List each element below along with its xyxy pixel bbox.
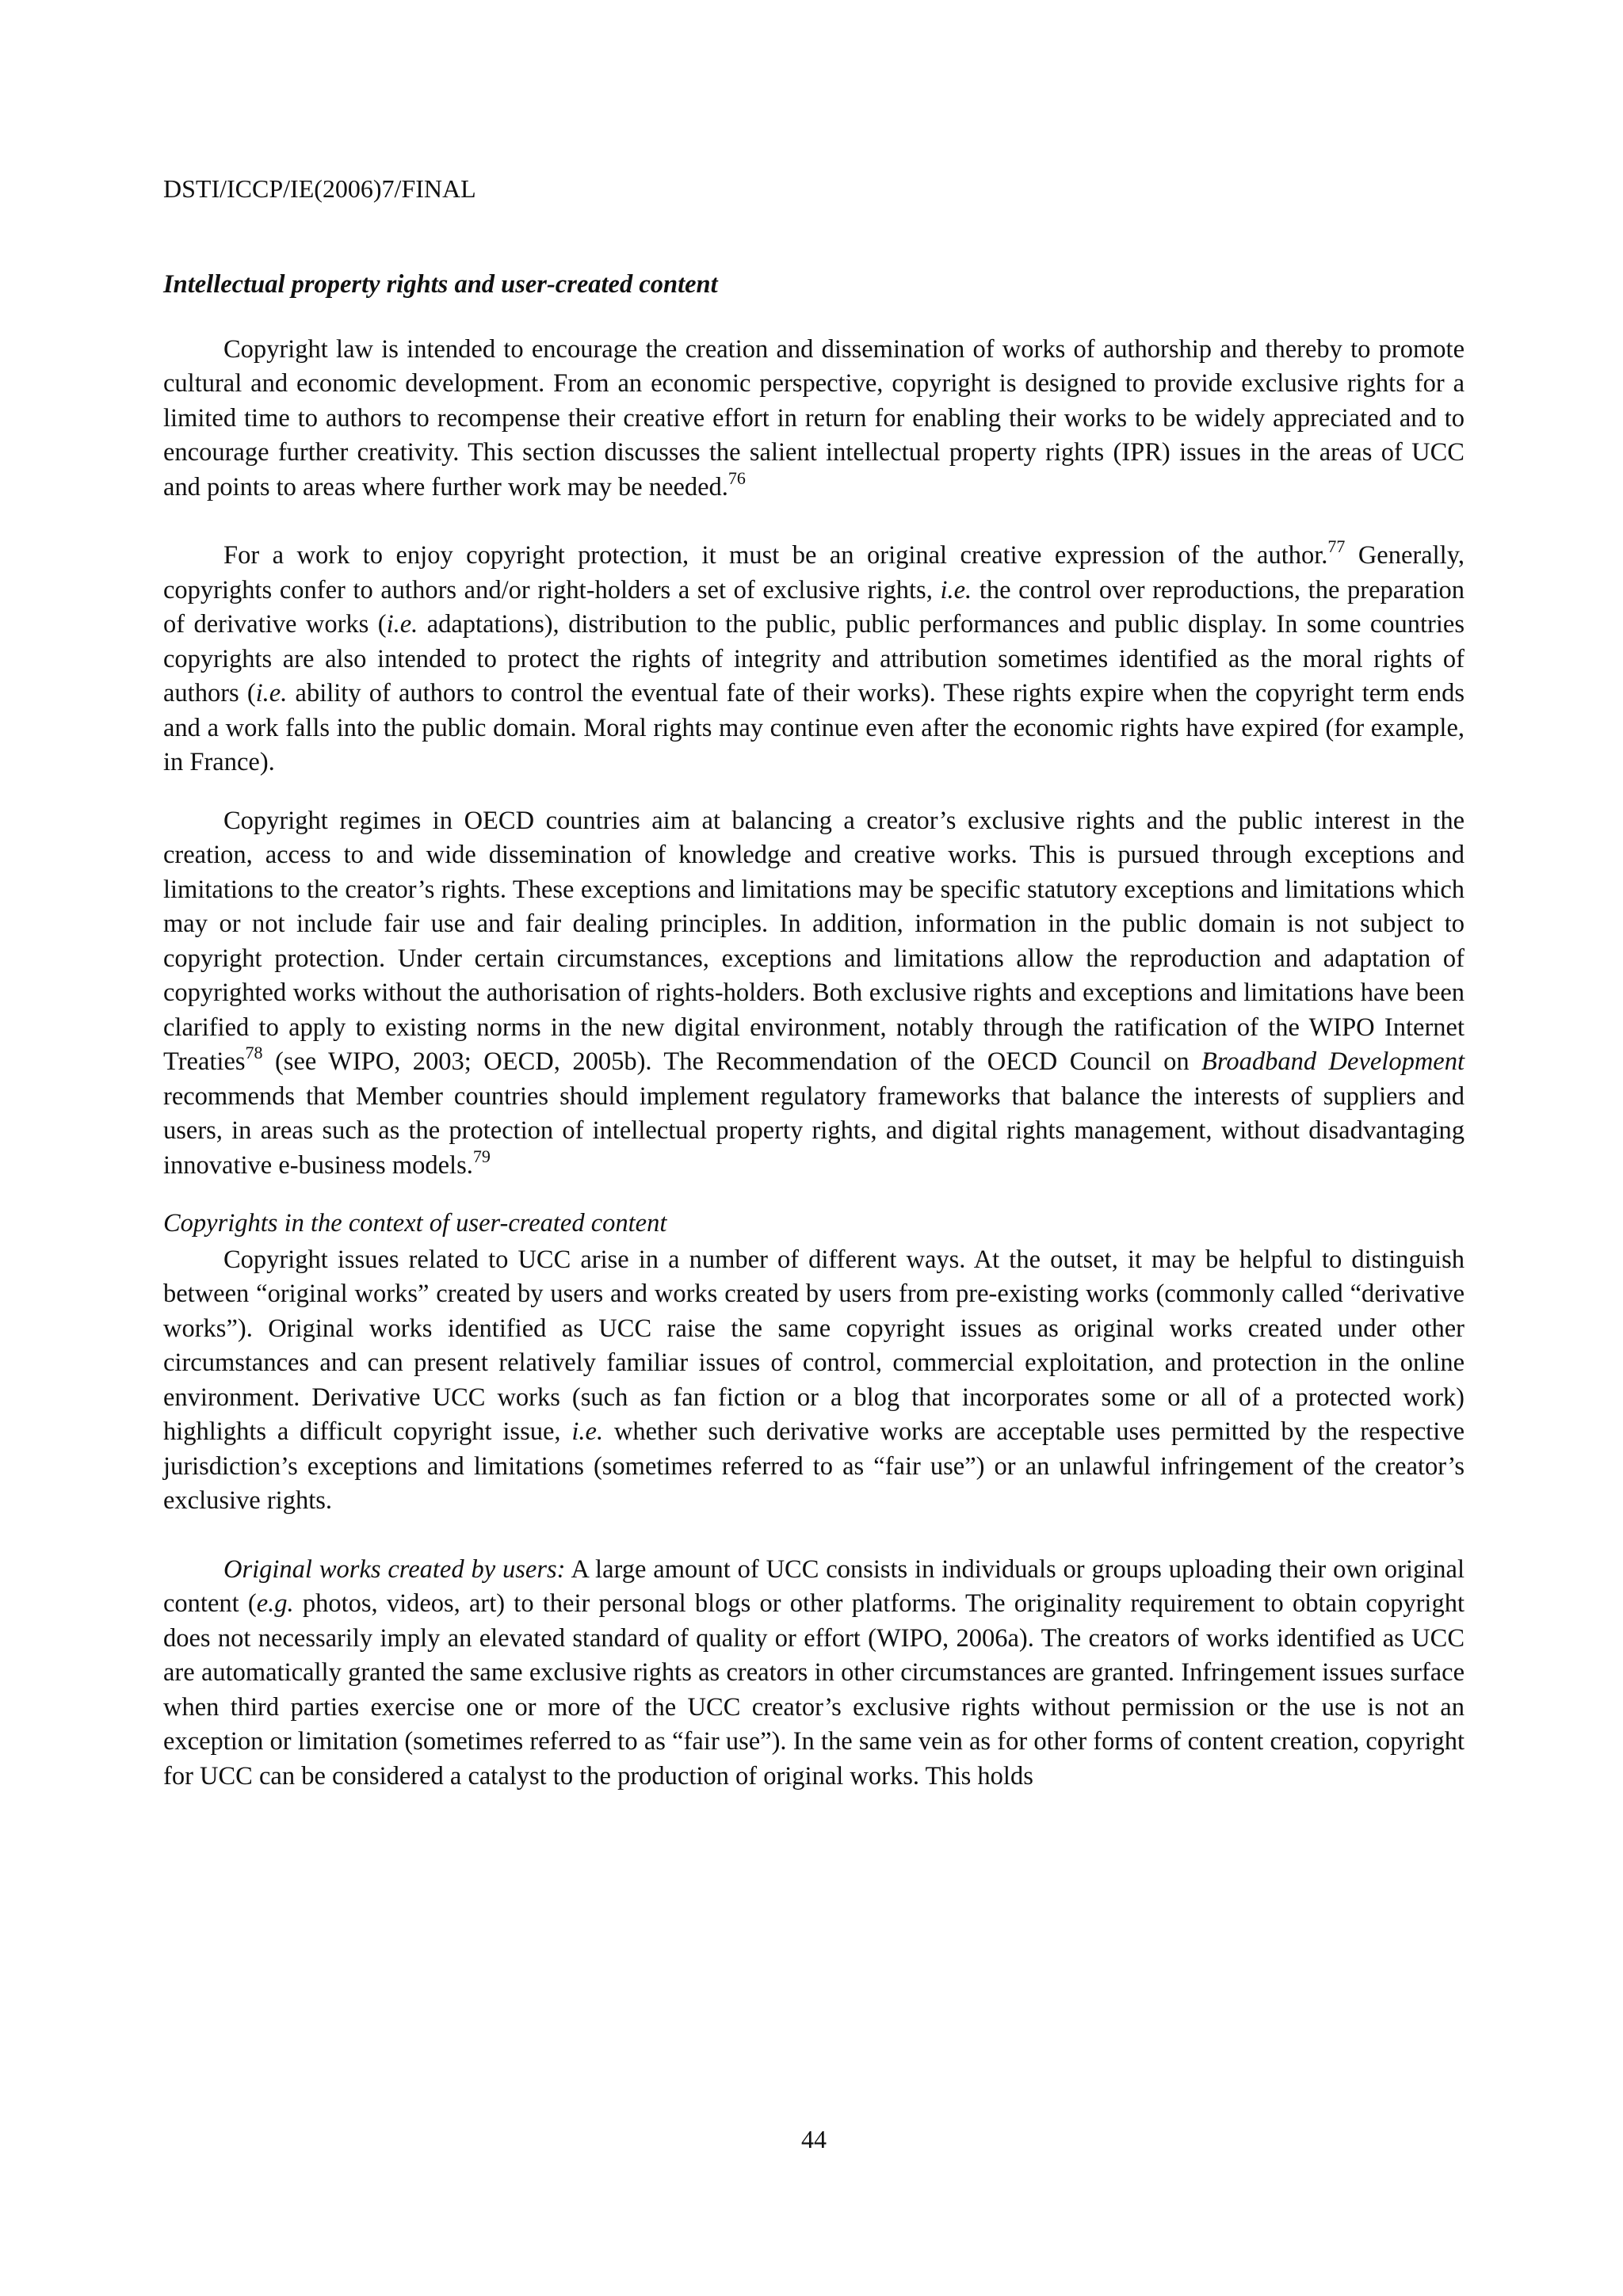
paragraph: [163, 804, 1465, 1184]
latin-abbreviation: i.e.: [255, 679, 288, 707]
latin-abbreviation: i.e.: [571, 1417, 604, 1446]
footnote-ref[interactable]: 78: [245, 1043, 263, 1062]
paragraph-text: Generally, copyrights confer to authors and/or right-holders a set of exclusive rights,: [163, 541, 1465, 605]
paragraph-text: adaptations), distribution to the public, public performances and public display. In some countries copyrights are also intended to protect the rights of integrity and attribution sometimes identified as the moral rights of authors (: [163, 610, 1465, 707]
paragraph-text: the control over reproductions, the preparation of derivative works (: [163, 575, 1465, 639]
footnote-ref[interactable]: 76: [727, 467, 746, 488]
footnote-ref[interactable]: 79: [472, 1146, 491, 1166]
paragraph-text: whether such derivative works are acceptable uses permitted by the respective jurisdiction’s exceptions and limitations (sometimes referred to as “fair use”) or an unlawful infringement of the creator’s exclusive rights.: [163, 1417, 1465, 1515]
latin-abbreviation: i.e.: [940, 575, 972, 605]
document-code-header: DSTI/ICCP/IE(2006)7/FINAL: [163, 174, 476, 203]
paragraph: [163, 333, 1465, 505]
document-body: [163, 268, 1465, 1828]
paragraph-text: recommends that Member countries should implement regulatory frameworks that balance the interests of suppliers and users, in areas such as the protection of intellectual property rights, and digital rights management, without disadvantaging innovative e-business models.: [163, 1081, 1465, 1180]
paragraph-text: photos, videos, art) to their personal blogs or other platforms. The originality requirement to obtain copyright does not necessarily imply an elevated standard of quality or effort (WIPO, 2006a). The creators of works identified as UCC are automatically granted the same exclusive rights as creators in other circumstances are granted. Infringement issues surface when third parties exercise one or more of the UCC creator’s exclusive rights without permission or the use is not an exception or limitation (sometimes referred to as “fair use”). In the same vein as for other forms of content creation, copyright for UCC can be considered a catalyst to the production of original works. This holds: [163, 1589, 1465, 1791]
italic-term: Broadband Development: [1201, 1047, 1465, 1076]
footnote-ref[interactable]: 77: [1327, 536, 1346, 556]
paragraph-text: Copyright issues related to UCC arise in a number of different ways. At the outset, it may be helpful to distinguish between “original works” created by users and works created by users from pre-existing works (commonly called “derivative works”). Original works identified as UCC raise the same copyright issues as original works created under other circumstances and can present relatively familiar issues of control, commercial exploitation, and protection in the online environment. Derivative UCC works (such as fan fiction or a blog that incorporates some or all of a protected work) highlights a difficult copyright issue,: [163, 1245, 1465, 1446]
paragraph-text: A large amount of UCC consists in individuals or groups uploading their own original content (: [163, 1554, 1465, 1618]
paragraph-text: (see WIPO, 2003; OECD, 2005b). The Recommendation of the OECD Council on: [262, 1047, 1202, 1076]
paragraph: [163, 1243, 1465, 1519]
paragraph: [163, 1553, 1465, 1794]
paragraph-text: Copyright regimes in OECD countries aim at balancing a creator’s exclusive rights and the public interest in the creation, access to and wide dissemination of knowledge and creative works. This is pursued through exceptions and limitations to the creator’s rights. These exceptions and limitations may be specific statutory exceptions and limitations which may or not include fair use and fair dealing principles. In addition, information in the public domain is not subject to copyright protection. Under certain circumstances, exceptions and limitations allow the reproduction and adaptation of copyrighted works without the authorisation of rights-holders. Both exclusive rights and exceptions and limitations have been clarified to apply to existing norms in the new digital environment, notably through the ratification of the WIPO Internet Treaties: [163, 806, 1465, 1076]
paragraph-text: ability of authors to control the eventual fate of their works). These rights expire when the copyright term ends and a work falls into the public domain. Moral rights may continue even after the economic rights have expired (for example, in France).: [163, 679, 1465, 776]
page-number: 44: [801, 2125, 827, 2153]
latin-abbreviation: e.g.: [256, 1589, 294, 1618]
subsection-title: Copyrights in the context of user-created content: [163, 1209, 667, 1238]
paragraph-text: Copyright law is intended to encourage the creation and dissemination of works of authorship and thereby to promote cultural and economic development. From an economic perspective, copyright is designed to provide exclusive rights for a limited time to authors to recompense their creative effort in return for enabling their works to be widely appreciated and to encourage further creativity. This section discusses the salient intellectual property rights (IPR) issues in the areas of UCC and points to areas where further work may be needed.: [163, 334, 1465, 502]
paragraph-lead-in: Original works created by users:: [223, 1554, 566, 1584]
paragraph-text: For a work to enjoy copyright protection, it must be an original creative expression of the author.: [223, 541, 1328, 570]
latin-abbreviation: i.e.: [386, 610, 418, 639]
section-title: Intellectual property rights and user-created content: [163, 270, 718, 299]
paragraph: [163, 536, 1465, 780]
